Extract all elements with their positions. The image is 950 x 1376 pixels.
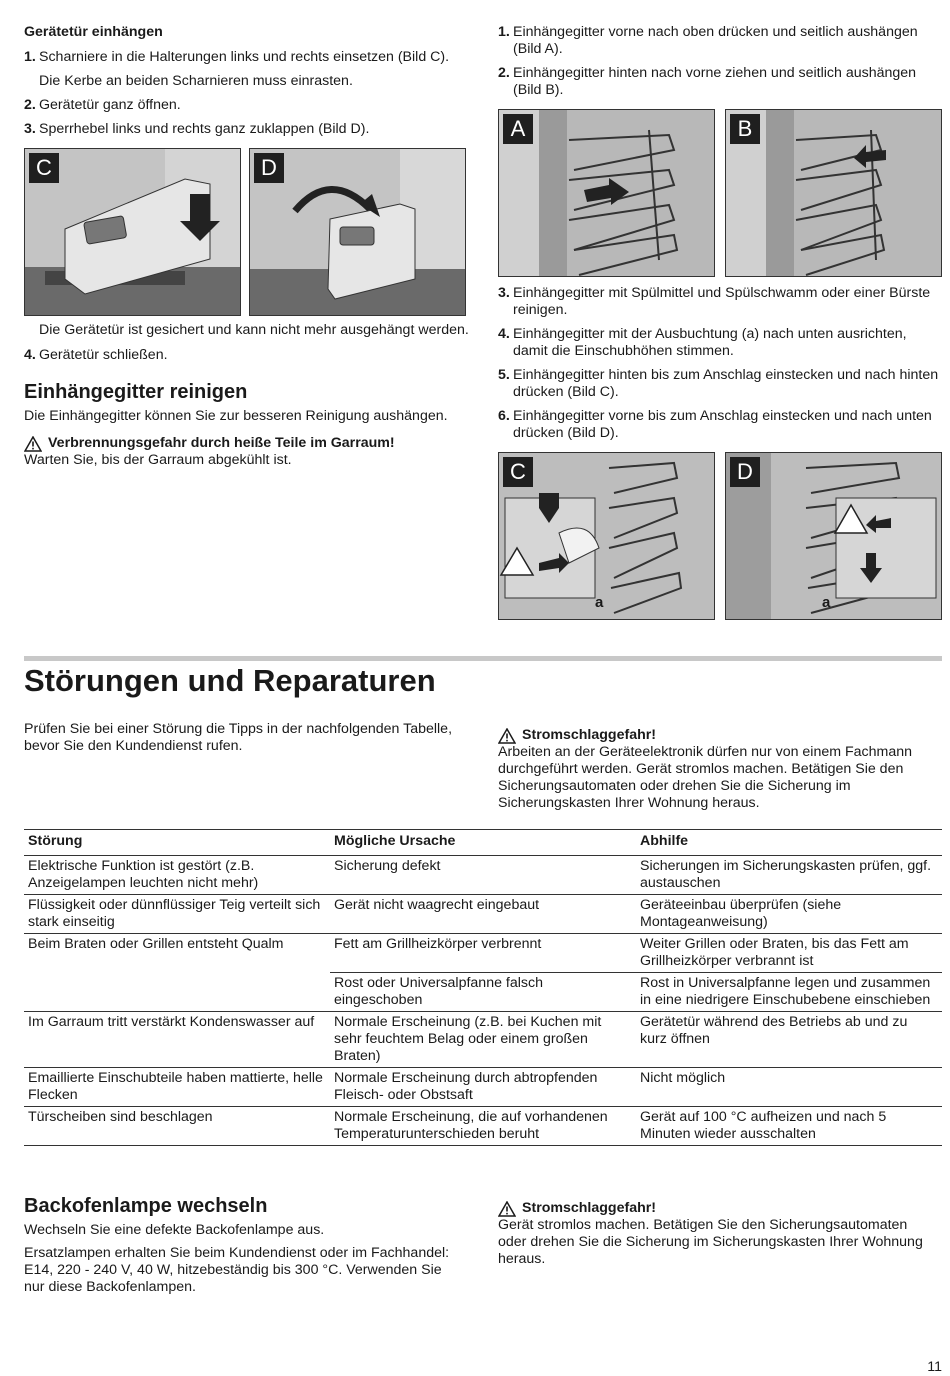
step-number: 5.: [498, 367, 510, 383]
step: [498, 408, 944, 442]
section-title: Störungen und Reparaturen: [24, 663, 436, 698]
warning-triangle-icon: [24, 436, 42, 452]
step-number: 1.: [24, 49, 36, 65]
step-text: Gerätetür ganz öffnen.: [39, 97, 181, 113]
table-row: [24, 895, 942, 934]
step-text: Die Kerbe an beiden Scharnieren muss einrasten.: [39, 73, 353, 89]
step-text: Einhängegitter vorne bis zum Anschlag einstecken und nach unten drücken (Bild D).: [513, 408, 932, 441]
step: [24, 121, 470, 138]
table-header-row: [24, 830, 942, 856]
secured-note: Die Gerätetür ist gesichert und kann nicht mehr ausgehängt werden.: [39, 322, 469, 338]
figure-label: A: [503, 114, 533, 144]
step-number: [24, 73, 39, 90]
step-text: Einhängegitter hinten bis zum Anschlag einstecken und nach hinten drücken (Bild C).: [513, 367, 939, 400]
figure-sub-label: a: [822, 594, 831, 611]
table-cell: Flüssigkeit oder dünnflüssiger Teig verteilt sich stark einseitig: [24, 895, 330, 934]
step: [24, 73, 470, 90]
step-text: Einhängegitter vorne nach oben drücken und seitlich aushängen (Bild A).: [513, 24, 918, 57]
step: [24, 97, 470, 114]
step-number: 3.: [24, 121, 36, 137]
warning-triangle-icon: [498, 1201, 516, 1217]
step: [498, 65, 944, 99]
table-cell: Gerätetür während des Betriebs ab und zu kurz öffnen: [636, 1012, 942, 1068]
table-row: [24, 1012, 942, 1068]
lamp-para-1: Wechseln Sie eine defekte Backofenlampe aus.: [24, 1222, 325, 1238]
col-header-fault: Störung: [24, 830, 330, 856]
figure-c-rack: [498, 452, 715, 620]
table-cell: Gerät auf 100 °C aufheizen und nach 5 Minuten wieder ausschalten: [636, 1107, 942, 1146]
lamp-warning: [498, 1200, 928, 1268]
table-cell: Weiter Grillen oder Braten, bis das Fett am Grillheizkörper verbrannt ist: [636, 934, 942, 973]
step-number: 2.: [498, 65, 510, 81]
page-number: 11: [927, 1359, 942, 1375]
table-cell: Emaillierte Einschubteile haben mattierte, helle Flecken: [24, 1068, 330, 1107]
figure-label: C: [29, 153, 59, 183]
table-cell: Nicht möglich: [636, 1068, 942, 1107]
lamp-warning-title: [498, 1200, 928, 1217]
section-rule: [24, 656, 942, 661]
step: [498, 24, 944, 58]
table-cell: Sicherung defekt: [330, 856, 636, 895]
figure-pair-ab: [498, 109, 944, 277]
step-text: Einhängegitter mit Spülmittel und Spülschwamm oder einer Bürste reinigen.: [513, 285, 931, 318]
table-cell: Gerät nicht waagrecht eingebaut: [330, 895, 636, 934]
table-cell: Türscheiben sind beschlagen: [24, 1107, 330, 1146]
section-intro: Prüfen Sie bei einer Störung die Tipps in der nachfolgenden Tabelle, bevor Sie den Kundendienst rufen.: [24, 721, 453, 754]
step: [498, 285, 944, 319]
troubleshooting-table: [24, 829, 942, 1146]
subheading-door-hang: Gerätetür einhängen: [24, 24, 163, 40]
table-cell: Normale Erscheinung durch abtropfenden Fleisch- oder Obstsaft: [330, 1068, 636, 1107]
table-cell: Beim Braten oder Grillen entsteht Qualm: [28, 936, 284, 952]
table-cell: Rost oder Universalpfanne falsch eingeschoben: [330, 973, 636, 1012]
warning-title-text: Verbrennungsgefahr durch heiße Teile im Garraum!: [48, 435, 395, 451]
right-column: [498, 24, 944, 620]
step-number: 2.: [24, 97, 36, 113]
step-number: 3.: [498, 285, 510, 301]
warning-triangle-icon: [498, 728, 516, 744]
table-row: [24, 973, 942, 1012]
figure-pair-cd: [498, 452, 944, 620]
table-cell: Sicherungen im Sicherungskasten prüfen, ggf. austauschen: [636, 856, 942, 895]
step-text: Sperrhebel links und rechts ganz zuklappen (Bild D).: [39, 121, 370, 137]
table-cell: Rost in Universalpfanne legen und zusammen in eine niedrigere Einschubebene einschieben: [636, 973, 942, 1012]
lamp-para-2: Ersatzlampen erhalten Sie beim Kundendienst oder im Fachhandel: E14, 220 - 240 V, 40 W, hitzebeständig bis 300 °C. Verwenden Sie nur diese Backofenlampen.: [24, 1245, 450, 1295]
figure-d-door: [249, 148, 466, 316]
step-number: 4.: [24, 347, 36, 363]
electric-warning-text: Arbeiten an der Geräteelektronik dürfen nur von einem Fachmann durchgeführt werden. Gerät stromlos machen. Betätigen Sie den Sicherungsautomaten oder drehen Sie die Sicherung im Sicherungskasten Ihrer Wohnung heraus.: [498, 744, 913, 811]
col-header-remedy: Abhilfe: [636, 830, 942, 856]
table-cell: [24, 973, 330, 1012]
electric-warning-title: [498, 727, 942, 744]
figure-label: C: [503, 457, 533, 487]
step: [498, 367, 944, 401]
table-cell: Normale Erscheinung, die auf vorhandenen Temperaturunterschieden beruht: [330, 1107, 636, 1146]
clean-racks-para: Die Einhängegitter können Sie zur besseren Reinigung aushängen.: [24, 408, 448, 424]
table-row: [24, 1068, 942, 1107]
table-cell: Geräteeinbau überprüfen (siehe Montageanweisung): [636, 895, 942, 934]
step-text: Einhängegitter hinten nach vorne ziehen und seitlich aushängen (Bild B).: [513, 65, 917, 98]
col-header-cause: Mögliche Ursache: [330, 830, 636, 856]
table-row: [24, 934, 942, 973]
step: [24, 347, 470, 364]
figure-d-rack: [725, 452, 942, 620]
step: [498, 326, 944, 360]
figure-c-door: [24, 148, 241, 316]
step-text: Scharniere in die Halterungen links und rechts einsetzen (Bild C).: [39, 49, 450, 65]
warning-title-text: Stromschlaggefahr!: [522, 727, 657, 743]
figure-a-rack: [498, 109, 715, 277]
lamp-section: [24, 1194, 464, 1296]
step-text: Einhängegitter mit der Ausbuchtung (a) nach unten ausrichten, damit die Einschubhöhen stimmen.: [513, 326, 907, 359]
figure-label: B: [730, 114, 760, 144]
figure-label: D: [730, 457, 760, 487]
table-row: [24, 856, 942, 895]
step-number: 6.: [498, 408, 510, 424]
heading-clean-racks: Einhängegitter reinigen: [24, 381, 248, 403]
figure-pair-door: [24, 148, 470, 316]
table-cell: Normale Erscheinung (z.B. bei Kuchen mit sehr feuchtem Belag oder einem großen Braten): [330, 1012, 636, 1068]
figure-sub-label: a: [595, 594, 604, 611]
step-text: Gerätetür schließen.: [39, 347, 168, 363]
table-cell: Fett am Grillheizkörper verbrennt: [330, 934, 636, 973]
heading-lamp: Backofenlampe wechseln: [24, 1195, 268, 1217]
step: [24, 49, 470, 66]
figure-label: D: [254, 153, 284, 183]
burn-warning-text: Warten Sie, bis der Garraum abgekühlt ist.: [24, 452, 292, 468]
burn-warning-title: [24, 435, 470, 452]
table-cell: Elektrische Funktion ist gestört (z.B. Anzeigelampen leuchten nicht mehr): [24, 856, 330, 895]
table-cell: Im Garraum tritt verstärkt Kondenswasser auf: [24, 1012, 330, 1068]
step-number: 4.: [498, 326, 510, 342]
warning-title-text: Stromschlaggefahr!: [522, 1200, 657, 1216]
table-row: [24, 1107, 942, 1146]
left-column: [24, 24, 470, 469]
lamp-warning-text: Gerät stromlos machen. Betätigen Sie den Sicherungsautomaten oder drehen Sie die Sicherung im Sicherungskasten Ihrer Wohnung heraus.: [498, 1217, 923, 1267]
electric-warning: [498, 727, 942, 812]
step-number: 1.: [498, 24, 510, 40]
figure-b-rack: [725, 109, 942, 277]
